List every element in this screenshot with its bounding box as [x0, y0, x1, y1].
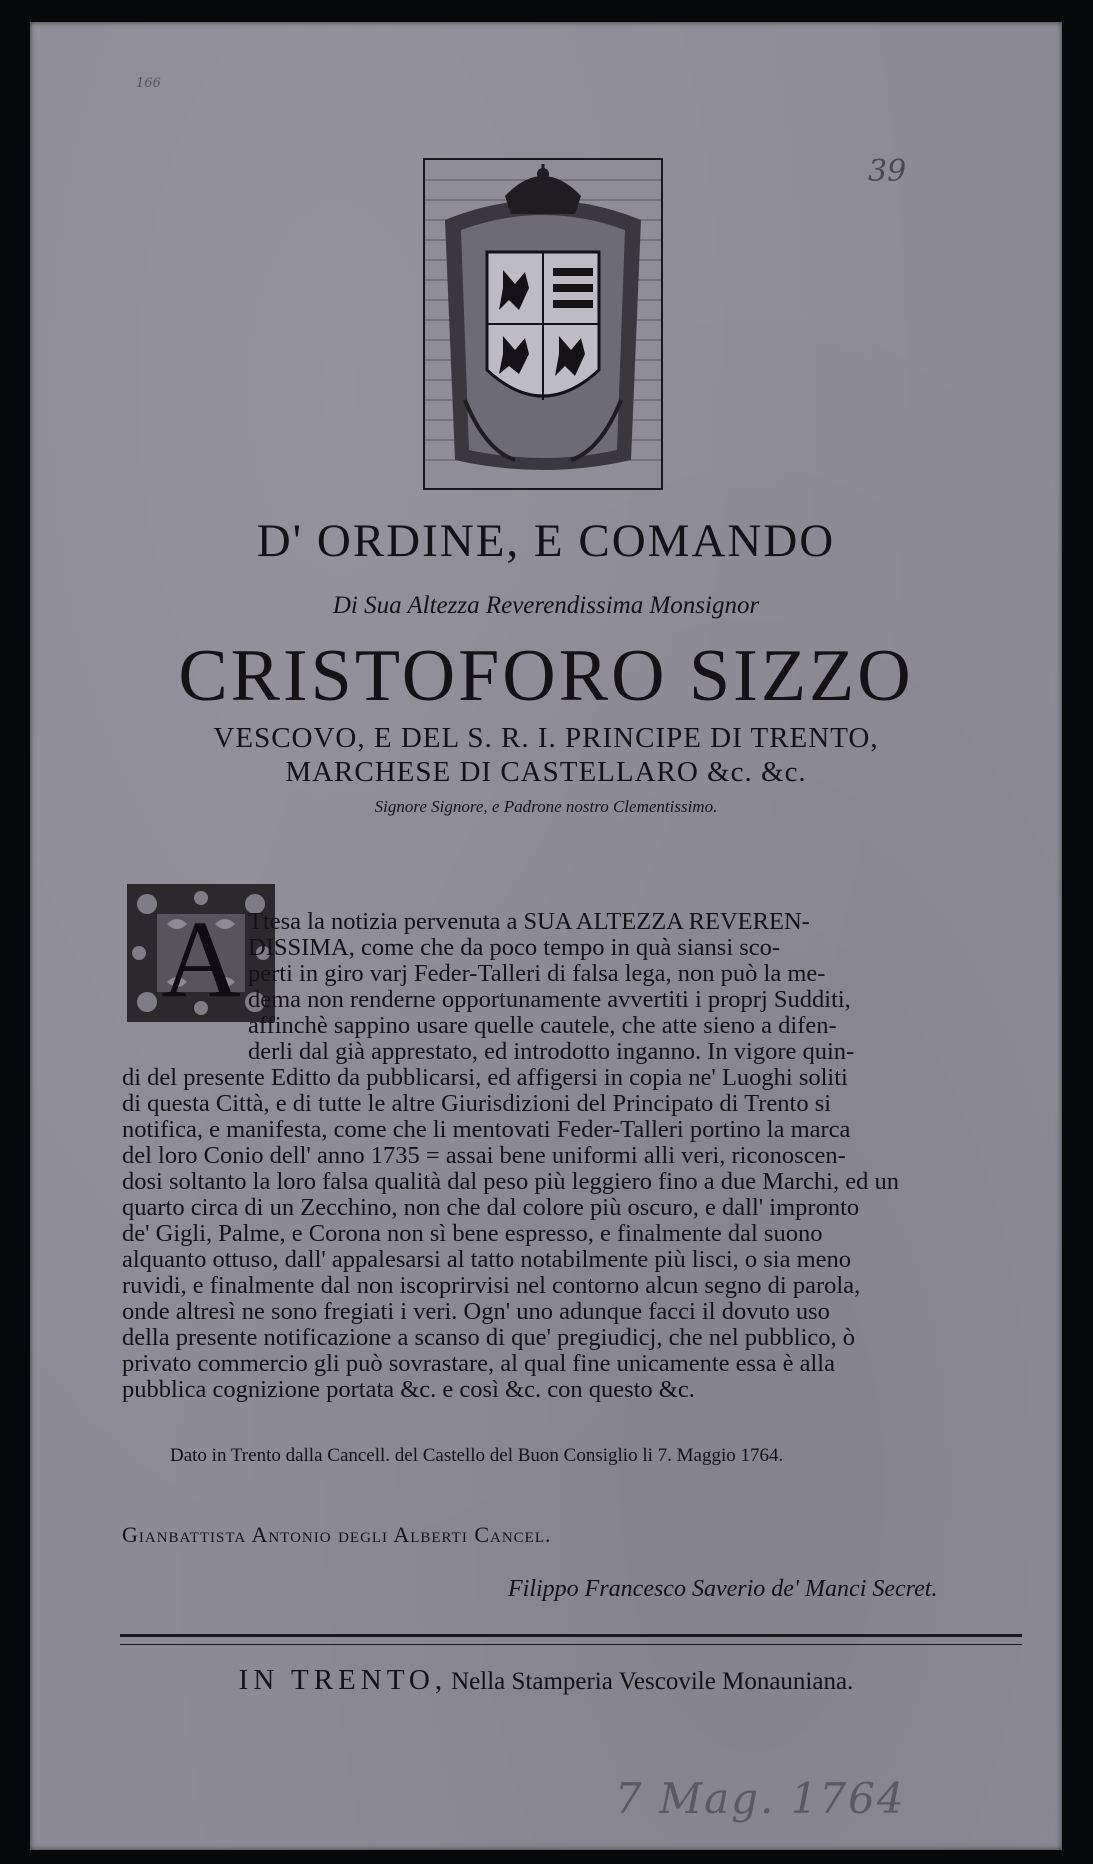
body-line-16: onde altresì ne sono fregiati i veri. Ogn' uno adunque facci il dovuto uso [122, 1298, 830, 1325]
coat-of-arms-icon [425, 160, 661, 488]
dated-line: Dato in Trento dalla Cancell. del Castello del Buon Consiglio li 7. Maggio 1764. [170, 1445, 784, 1466]
header-line-salutation: Signore Signore, e Padrone nostro Clementissimo. [374, 797, 718, 816]
body-line-11: dosi soltanto la loro falsa qualità dal peso più leggiero fino a due Marchi, ed un [122, 1168, 899, 1195]
printer-imprint [30, 1664, 1062, 1697]
body-line-6: derli dal già apprestato, ed introdotto inganno. In vigore quin- [248, 1038, 855, 1065]
imprint-press: Nella Stamperia Vescovile Monauniana. [451, 1668, 854, 1695]
body-line-15: ruvidi, e finalmente dal non iscoprirvisi nel contorno alcun segno di parola, [122, 1272, 861, 1299]
body-line-4: dema non renderne opportunamente avvertiti i proprj Sudditi, [248, 986, 851, 1013]
body-line-2: DISSIMA, come che da poco tempo in quà siansi sco- [248, 934, 781, 961]
pencil-page-number: 166 [136, 76, 161, 91]
body-line-19: pubblica cognizione portata &c. e così &c. con questo &c. [122, 1376, 695, 1403]
pencil-date-note: 7 Mag. 1764 [615, 1774, 906, 1823]
body-line-14: alquanto ottuso, dall' appalesarsi al tatto notabilmente più lisci, o sia meno [122, 1246, 852, 1273]
body-line-1: Ttesa la notizia pervenuta a SUA ALTEZZA REVEREN- [248, 908, 810, 935]
header-line-rank: VESCOVO, E DEL S. R. I. PRINCIPE DI TRENTO, [213, 722, 879, 754]
edict-sheet [30, 22, 1062, 1850]
body-line-12: quarto circa di un Zecchino, non che dal colore più oscuro, e dall' impronto [122, 1194, 860, 1221]
body-line-3: perti in giro varj Feder-Talleri di falsa lega, non può la me- [248, 960, 826, 987]
header-line-title: Di Sua Altezza Reverendissima Monsignor [332, 592, 760, 619]
body-line-8: di questa Città, e di tutte le altre Giurisdizioni del Principato di Trento si [122, 1090, 832, 1117]
pencil-folio-number: 39 [868, 154, 907, 189]
divider-thick [120, 1634, 1022, 1637]
body-line-7: di del presente Editto da pubblicarsi, ed affigersi in copia ne' Luoghi soliti [122, 1064, 848, 1091]
header-line-name: CRISTOFORO SIZZO [178, 635, 914, 717]
body-line-5: affinchè sappino usare quelle cautele, che atte sieno a difen- [248, 1012, 837, 1039]
body-line-17: della presente notificazione a scanso di que' pregiudicj, che nel pubblico, ò [122, 1324, 856, 1351]
initial-letter: A [161, 898, 241, 1020]
divider-thin [120, 1644, 1022, 1645]
header-line-marquis: MARCHESE DI CASTELLARO &c. &c. [285, 756, 807, 788]
body-line-13: de' Gigli, Palme, e Corona non sì bene espresso, e finalmente dal suono [122, 1220, 823, 1247]
header-line-order: D' ORDINE, E COMANDO [256, 515, 836, 567]
signature-secretary: Filippo Francesco Saverio de' Manci Secret. [508, 1576, 938, 1602]
signature-chancellor: Gianbattista Antonio degli Alberti Cancel. [122, 1522, 552, 1547]
body-line-18: privato commercio gli può sovrastare, al qual fine unicamente essa è alla [122, 1350, 835, 1377]
body-line-10: del loro Conio dell' anno 1735 = assai bene uniformi alli veri, riconoscen- [122, 1142, 846, 1169]
body-line-9: notifica, e manifesta, come che li mentovati Feder-Talleri portino la marca [122, 1116, 851, 1143]
coat-of-arms-woodcut [423, 158, 663, 490]
imprint-city: IN TRENTO, [238, 1664, 448, 1696]
